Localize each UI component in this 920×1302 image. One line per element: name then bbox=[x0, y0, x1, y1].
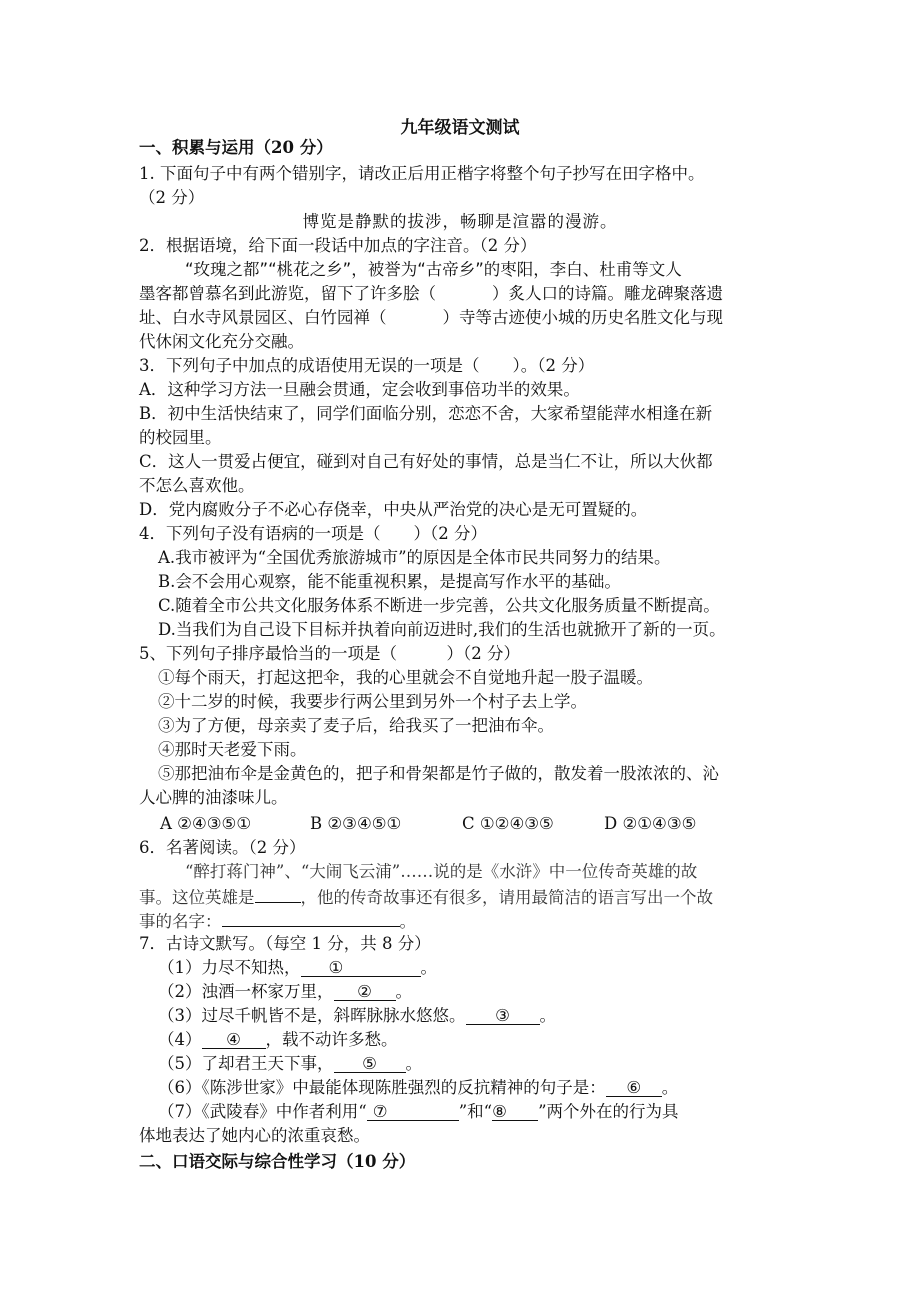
q7-item-7-line-2: 体地表达了她内心的浓重哀愁。 bbox=[139, 1126, 370, 1145]
q3-option-b-line-2: 的校园里。 bbox=[139, 428, 222, 447]
q4-option-a: A.我市被评为“全国优秀旅游城市”的原因是全体市民共同努力的结果。 bbox=[158, 548, 671, 567]
q6-passage-line-3: 事的名字： 。 bbox=[139, 908, 799, 934]
q3-option-a: A．这种学习方法一旦融会贯通，定会收到事倍功半的效果。 bbox=[139, 380, 580, 399]
q7-item-7-line-1: （7）《武陵春》中作者利用“ ⑦ ”和“⑧ ”两个外在的行为具 bbox=[158, 1102, 679, 1121]
q1-score: （2 分） bbox=[139, 188, 205, 207]
section-2-heading: 二、口语交际与综合性学习（10 分） bbox=[139, 1152, 416, 1171]
q5-sentence-5-line-2: 人心脾的油漆味儿。 bbox=[139, 788, 288, 807]
q5-option-d: D ②①④③⑤ bbox=[604, 814, 697, 833]
q6-blank-hero[interactable] bbox=[255, 884, 301, 903]
q7-item-3: （3）过尽千帆皆不是，斜晖脉脉水悠悠。 ③ 。 bbox=[158, 1006, 556, 1025]
q7-blank-5[interactable]: ⑤ bbox=[334, 1054, 406, 1073]
q4-option-d: D.当我们为自己设下目标并执着向前迈进时,我们的生活也就掀开了新的一页。 bbox=[158, 620, 726, 639]
q5-sentence-4: ④那时天老爱下雨。 bbox=[158, 740, 307, 759]
q3-option-b-line-1: B．初中生活快结束了，同学们面临分别，恋恋不舍，大家希望能萍水相逢在新 bbox=[139, 404, 713, 423]
q6-prompt: 6．名著阅读。（2 分） bbox=[139, 838, 306, 857]
q2-prompt: 2．根据语境，给下面一段话中加点的字注音。（2 分） bbox=[139, 236, 537, 255]
q6-passage-line-2: 事。这位英雄是 ，他的传奇故事还有很多，请用最简洁的语言写出一个故 bbox=[139, 884, 799, 910]
q7-item-2: （2）浊酒一杯家万里， ② 。 bbox=[158, 982, 412, 1001]
q1-prompt: 1. 下面句子中有两个错别字，请改正后用正楷字将整个句子抄写在田字格中。 bbox=[139, 164, 705, 183]
q7-item-4: （4） ④ ，载不动许多愁。 bbox=[158, 1030, 398, 1049]
q7-blank-6[interactable]: ⑥ bbox=[606, 1078, 662, 1097]
q7-prompt: 7．古诗文默写。（每空 1 分，共 8 分） bbox=[139, 934, 431, 953]
q2-passage-line-2: 墨客都曾慕名到此游览，留下了许多脍（ ）炙人口的诗篇。雕龙碑聚落遗 bbox=[139, 284, 723, 303]
q5-options bbox=[160, 812, 820, 836]
q7-blank-4[interactable]: ④ bbox=[202, 1030, 266, 1049]
q7-blank-8[interactable]: ⑧ bbox=[492, 1102, 538, 1121]
q6-passage-line-1: “醉打蒋门神”、“大闹飞云浦”……说的是《水浒》中一位传奇英雄的故 bbox=[185, 862, 698, 881]
q5-prompt: 5、下列句子排序最恰当的一项是（ ）（2 分） bbox=[139, 644, 520, 663]
q7-blank-1[interactable]: ① bbox=[301, 958, 421, 977]
q1-sentence: 博览是静默的拔涉，畅聊是渲嚣的漫游。 bbox=[302, 212, 618, 231]
q4-option-b: B.会不会用心观察，能不能重视积累，是提高写作水平的基础。 bbox=[158, 572, 621, 591]
q2-passage-line-4: 代休闲文化充分交融。 bbox=[139, 332, 304, 351]
q7-blank-2[interactable]: ② bbox=[334, 982, 396, 1001]
q4-option-c: C.随着全市公共文化服务体系不断进一步完善，公共文化服务质量不断提高。 bbox=[158, 596, 720, 615]
q3-prompt: 3．下列句子中加点的成语使用无误的一项是（ ）。（2 分） bbox=[139, 356, 595, 375]
q7-item-1: （1）力尽不知热， ① 。 bbox=[158, 958, 437, 977]
page-title: 九年级语文测试 bbox=[400, 118, 520, 138]
q5-sentence-3: ③为了方便，母亲卖了麦子后，给我买了一把油布伞。 bbox=[158, 716, 554, 735]
q4-prompt: 4．下列句子没有语病的一项是（ ）（2 分） bbox=[139, 524, 487, 543]
q5-sentence-2: ②十二岁的时候，我要步行两公里到另外一个村子去上学。 bbox=[158, 692, 587, 711]
q3-option-c-line-2: 不怎么喜欢他。 bbox=[139, 476, 255, 495]
q5-option-a: A ②④③⑤① bbox=[160, 814, 252, 833]
q7-blank-7[interactable]: ⑦ bbox=[367, 1102, 459, 1121]
q6-blank-story[interactable] bbox=[222, 908, 400, 927]
q3-option-d: D．党内腐败分子不必心存侥幸，中央从严治党的决心是无可置疑的。 bbox=[139, 500, 648, 519]
q5-sentence-5-line-1: ⑤那把油布伞是金黄色的，把子和骨架都是竹子做的，散发着一股浓浓的、沁 bbox=[158, 764, 719, 783]
q5-option-c: C ①②④③⑤ bbox=[462, 814, 554, 833]
q7-item-6: （6）《陈涉世家》中最能体现陈胜强烈的反抗精神的句子是： ⑥ 。 bbox=[158, 1078, 679, 1097]
q3-option-c-line-1: C．这人一贯爱占便宜，碰到对自己有好处的事情，总是当仁不让，所以大伙都 bbox=[139, 452, 713, 471]
q2-passage-line-3: 址、白水寺风景园区、白竹园禅（ ）寺等古迹使小城的历史名胜文化与现 bbox=[139, 308, 723, 327]
q7-blank-3[interactable]: ③ bbox=[466, 1006, 540, 1025]
q7-item-5: （5）了却君王天下事， ⑤ 。 bbox=[158, 1054, 422, 1073]
q5-sentence-1: ①每个雨天，打起这把伞，我的心里就会不自觉地升起一股子温暖。 bbox=[158, 668, 653, 687]
q2-passage-line-1: “玫瑰之都”“桃花之乡”，被誉为“古帝乡”的枣阳，李白、杜甫等文人 bbox=[185, 260, 682, 279]
q5-option-b: B ②③④⑤① bbox=[310, 814, 402, 833]
section-1-heading: 一、积累与运用（20 分） bbox=[139, 138, 333, 157]
